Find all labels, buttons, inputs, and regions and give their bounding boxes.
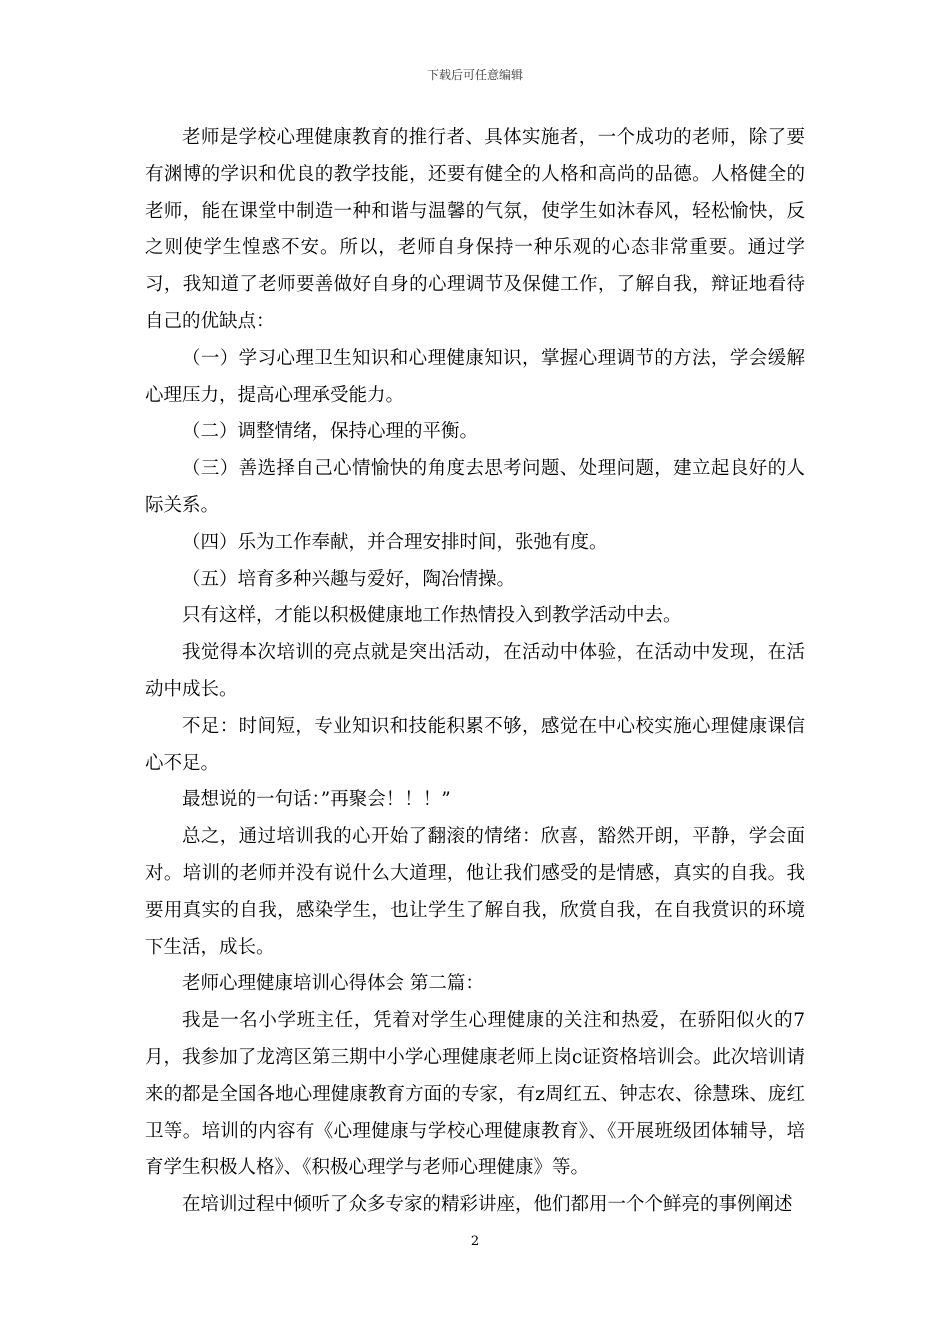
page-number: 2 (470, 1234, 480, 1249)
paragraph-intro: 老师是学校心理健康教育的推行者、具体实施者，一个成功的老师，除了要有渊博的学识和优良的教学技能，还要有健全的人格和高尚的品德。人格健全的老师，能在课堂中制造一种和谐与温馨的气氛，使学生如沐春风，轻松愉快，反之则使学生惶惑不安。所以，老师自身保持一种乐观的心态非常重要。通过学习，我知道了老师要善做好自身的心理调节及保健工作，了解自我，辩证地看待自己的优缺点： (145, 127, 805, 332)
paragraph-conclusion: 只有这样，才能以积极健康地工作热情投入到教学活动中去。 (182, 605, 682, 627)
paragraph-shortcoming: 不足：时间短，专业知识和技能积累不够，感觉在中心校实施心理健康课信心不足。 (145, 715, 805, 774)
list-item-3: （三）善选择自己心情愉快的角度去思考问题、处理问题，建立起良好的人际关系。 (145, 458, 805, 516)
paragraph-training: 在培训过程中倾听了众多专家的精彩讲座，他们都用一个个鲜亮的事例阐述 (182, 1194, 793, 1216)
paragraph-summary: 总之，通过培训我的心开始了翻滚的情绪：欣喜，豁然开朗，平静，学会面对。培训的老师并没有说什么大道理，他让我们感受的是情感，真实的自我。我要用真实的自我，感染学生，也让学生了解自我，欣赏自我，在自我赏识的环境下生活，成长。 (145, 826, 805, 958)
list-item-4: （四）乐为工作奉献，并合理安排时间，张弛有度。 (182, 531, 608, 553)
paragraph-second-intro: 我是一名小学班主任，凭着对学生心理健康的关注和热爱，在骄阳似火的7月，我参加了龙湾区第三期中小学心理健康老师上岗c证资格培训会。此次培训请来的都是全国各地心理健康教育方面的专家，有z周红五、钟志农、徐慧珠、庞红卫等。培训的内容有《心理健康与学校心理健康教育》、《开展班级团体辅导，培育学生积极人格》、《积极心理学与老师心理健康》等。 (145, 1010, 806, 1179)
section-title: 老师心理健康培训心得体会 第二篇： (182, 973, 484, 995)
paragraph-highlight: 我觉得本次培训的亮点就是突出活动，在活动中体验，在活动中发现，在活动中成长。 (145, 642, 805, 700)
page-header: 下载后可任意编辑 (426, 68, 523, 82)
list-item-2: （二）调整情绪，保持心理的平衡。 (182, 421, 479, 443)
list-item-5: （五）培育多种兴趣与爱好，陶冶情操。 (182, 568, 516, 590)
list-item-1: （一）学习心理卫生知识和心理健康知识，掌握心理调节的方法，学会缓解心理压力，提高心理承受能力。 (145, 347, 805, 406)
paragraph-quote: 最想说的一句话：”再聚会！！！” (182, 789, 451, 811)
document-body (145, 120, 805, 1224)
